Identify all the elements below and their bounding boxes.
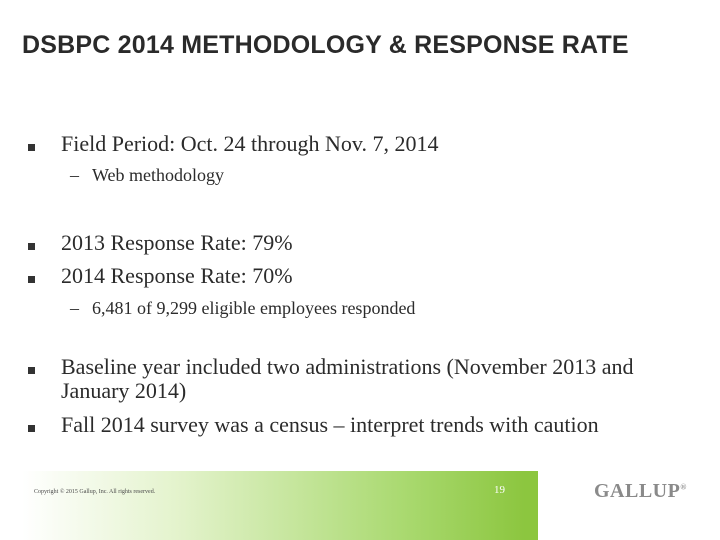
gallup-logo bbox=[594, 480, 687, 503]
bullet-item-2014-rate bbox=[28, 264, 691, 288]
bullet-text: 2013 Response Rate: 79% bbox=[61, 230, 293, 255]
sub-bullet-web-methodology bbox=[70, 164, 224, 186]
bullet-item-field-period bbox=[28, 132, 691, 156]
dash-bullet-icon: – bbox=[70, 298, 79, 318]
copyright-text: Copyright © 2015 Gallup, Inc. All rights reserved. bbox=[34, 489, 156, 495]
square-bullet-icon bbox=[28, 425, 35, 432]
sub-bullet-text: 6,481 of 9,299 eligible employees responded bbox=[92, 298, 416, 318]
logo-text: GALLUP bbox=[594, 480, 681, 502]
footer-bar bbox=[22, 471, 720, 540]
square-bullet-icon bbox=[28, 276, 35, 283]
bullet-text: Baseline year included two administrations (November 2013 and January 2014) bbox=[61, 354, 634, 403]
sub-bullet-text: Web methodology bbox=[92, 165, 225, 185]
bullet-text: 2014 Response Rate: 70% bbox=[61, 263, 293, 288]
bullet-item-2013-rate bbox=[28, 231, 691, 255]
square-bullet-icon bbox=[28, 144, 35, 151]
logo-panel bbox=[538, 471, 720, 540]
bullet-text: Fall 2014 survey was a census – interpret trends with caution bbox=[61, 412, 599, 437]
dash-bullet-icon: – bbox=[70, 165, 79, 185]
bullet-text: Field Period: Oct. 24 through Nov. 7, 2014 bbox=[61, 131, 439, 156]
bullet-item-census bbox=[28, 413, 691, 437]
page-number: 19 bbox=[494, 484, 505, 496]
registered-mark: ® bbox=[680, 482, 687, 492]
slide-title: DSBPC 2014 METHODOLOGY & RESPONSE RATE bbox=[22, 31, 629, 59]
sub-bullet-employees-responded bbox=[70, 297, 415, 319]
square-bullet-icon bbox=[28, 367, 35, 374]
bullet-item-baseline-year bbox=[28, 355, 691, 403]
square-bullet-icon bbox=[28, 243, 35, 250]
